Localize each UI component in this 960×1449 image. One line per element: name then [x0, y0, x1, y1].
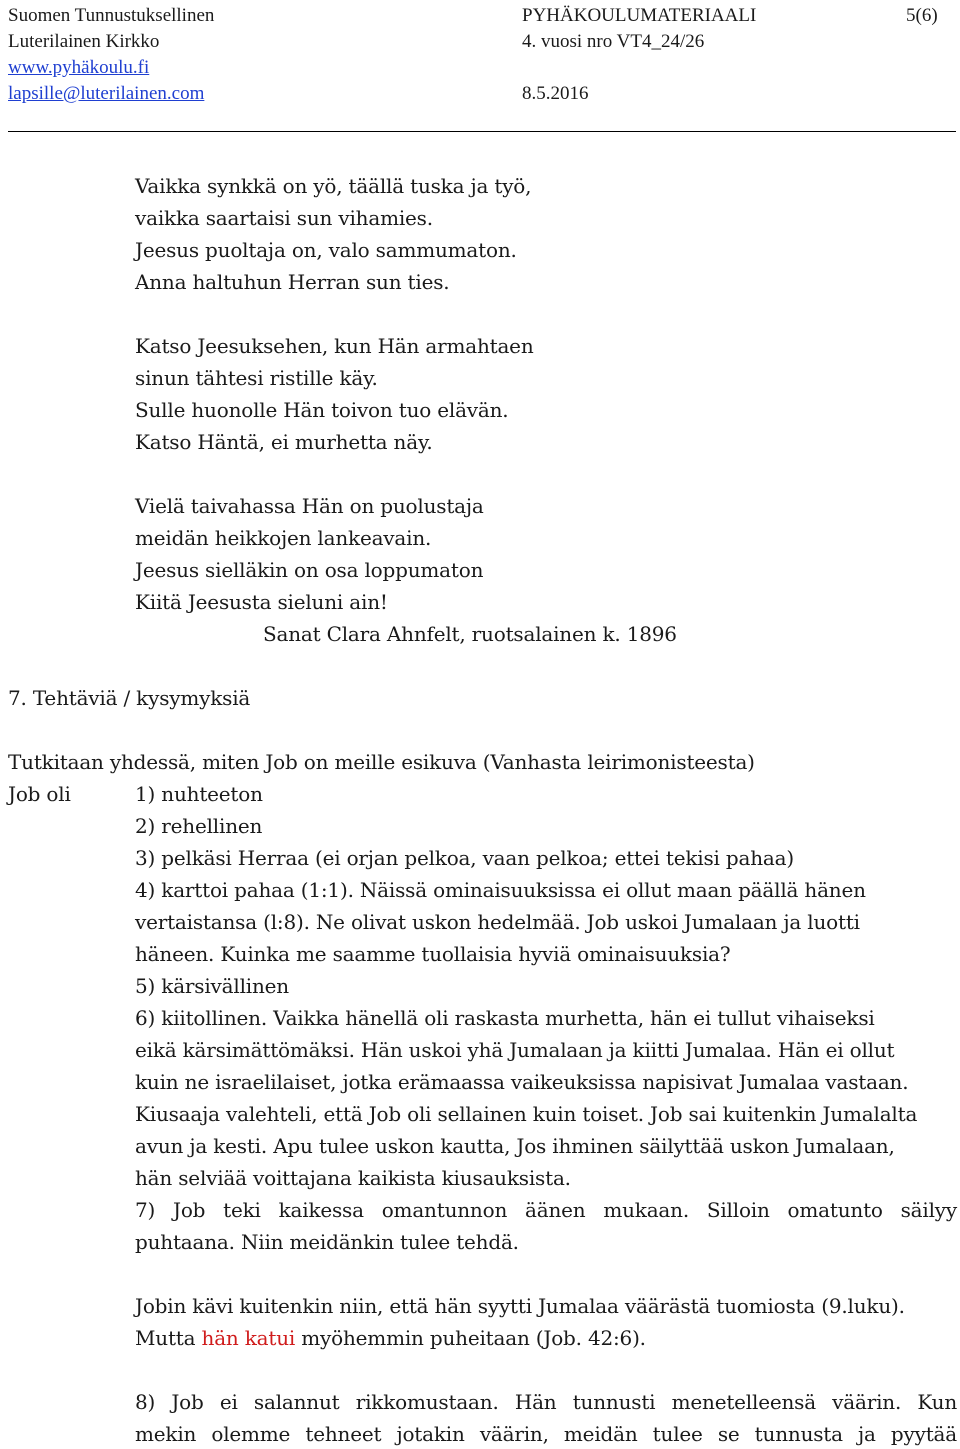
poem-line: Jeesus sielläkin on osa loppumaton: [135, 558, 484, 582]
list-item: 8) Job ei salannut rikkomustaan. Hän tunnusti menetelleensä väärin. Kun: [135, 1390, 957, 1414]
header-email-link[interactable]: lapsille@luterilainen.com: [8, 83, 205, 104]
section-heading: 7. Tehtäviä / kysymyksiä: [8, 686, 251, 710]
list-item: 3) pelkäsi Herraa (ei orjan pelkoa, vaan pelkoa; ettei tekisi pahaa): [135, 846, 794, 870]
highlighted-text: hän katui: [201, 1326, 296, 1350]
list-item: kuin ne israelilaiset, jotka erämaassa vaikeuksissa napisivat Jumalaa vastaan.: [135, 1070, 909, 1094]
text-run: myöhemmin puheitaan (Job. 42:6).: [295, 1326, 646, 1350]
poem-line: vaikka saartaisi sun vihamies.: [135, 206, 433, 230]
header-date: 8.5.2016: [522, 83, 589, 104]
poem-line: Katso Häntä, ei murhetta näy.: [135, 430, 433, 454]
list-item: avun ja kesti. Apu tulee uskon kautta, Jos ihminen säilyttää uskon Jumalaan,: [135, 1134, 895, 1158]
list-item: hän selviää voittajana kaikista kiusauksista.: [135, 1166, 571, 1190]
header-issue-number: 4. vuosi nro VT4_24/26: [522, 31, 705, 52]
poem-line: Kiitä Jeesusta sieluni ain!: [135, 590, 388, 614]
header-website-link[interactable]: www.pyhäkoulu.fi: [8, 57, 150, 78]
paragraph-line-repentance: [135, 1325, 646, 1351]
header-material-title: PYHÄKOULUMATERIAALI: [522, 5, 757, 26]
header-org-line1: Suomen Tunnustuksellinen: [8, 5, 215, 26]
list-item: vertaistansa (l:8). Ne olivat uskon hedelmää. Job uskoi Jumalaan ja luotti: [135, 910, 860, 934]
list-item: eikä kärsimättömäksi. Hän uskoi yhä Jumalaan ja kiitti Jumalaa. Hän ei ollut: [135, 1038, 895, 1062]
header-divider: [8, 131, 956, 132]
poem-line: sinun tähtesi ristille käy.: [135, 366, 378, 390]
poem-line: Vaikka synkkä on yö, täällä tuska ja työ,: [135, 174, 532, 198]
header-page-number: 5(6): [906, 5, 938, 26]
list-item: 6) kiitollinen. Vaikka hänellä oli raskasta murhetta, hän ei tullut vihaiseksi: [135, 1006, 875, 1030]
section-intro: Tutkitaan yhdessä, miten Job on meille esikuva (Vanhasta leirimonisteesta): [8, 750, 755, 774]
list-item: häneen. Kuinka me saamme tuollaisia hyviä ominaisuuksia?: [135, 942, 731, 966]
paragraph-line: Jobin kävi kuitenkin niin, että hän syytti Jumalaa väärästä tuomiosta (9.luku).: [135, 1294, 905, 1318]
text-run: Mutta: [135, 1326, 202, 1350]
poem-credit: Sanat Clara Ahnfelt, ruotsalainen k. 1896: [263, 622, 677, 646]
list-item: 2) rehellinen: [135, 814, 263, 838]
list-item: 5) kärsivällinen: [135, 974, 289, 998]
job-label: Job oli: [8, 782, 71, 806]
poem-line: Anna haltuhun Herran sun ties.: [135, 270, 450, 294]
poem-line: Katso Jeesuksehen, kun Hän armahtaen: [135, 334, 534, 358]
poem-line: Sulle huonolle Hän toivon tuo elävän.: [135, 398, 509, 422]
poem-line: Vielä taivahassa Hän on puolustaja: [135, 494, 484, 518]
poem-line: meidän heikkojen lankeavain.: [135, 526, 432, 550]
list-item: Kiusaaja valehteli, että Job oli sellainen kuin toiset. Job sai kuitenkin Jumalalta: [135, 1102, 918, 1126]
poem-line: Jeesus puoltaja on, valo sammumaton.: [135, 238, 517, 262]
header-org-line2: Luterilainen Kirkko: [8, 31, 160, 52]
list-item: 4) karttoi pahaa (1:1). Näissä ominaisuuksissa ei ollut maan päällä hänen: [135, 878, 866, 902]
list-item: puhtaana. Niin meidänkin tulee tehdä.: [135, 1230, 519, 1254]
list-item: 1) nuhteeton: [135, 782, 263, 806]
list-item: 7) Job teki kaikessa omantunnon äänen mukaan. Silloin omatunto säilyy: [135, 1198, 957, 1222]
list-item: mekin olemme tehneet jotakin väärin, meidän tulee se tunnusta ja pyytää: [135, 1422, 957, 1446]
